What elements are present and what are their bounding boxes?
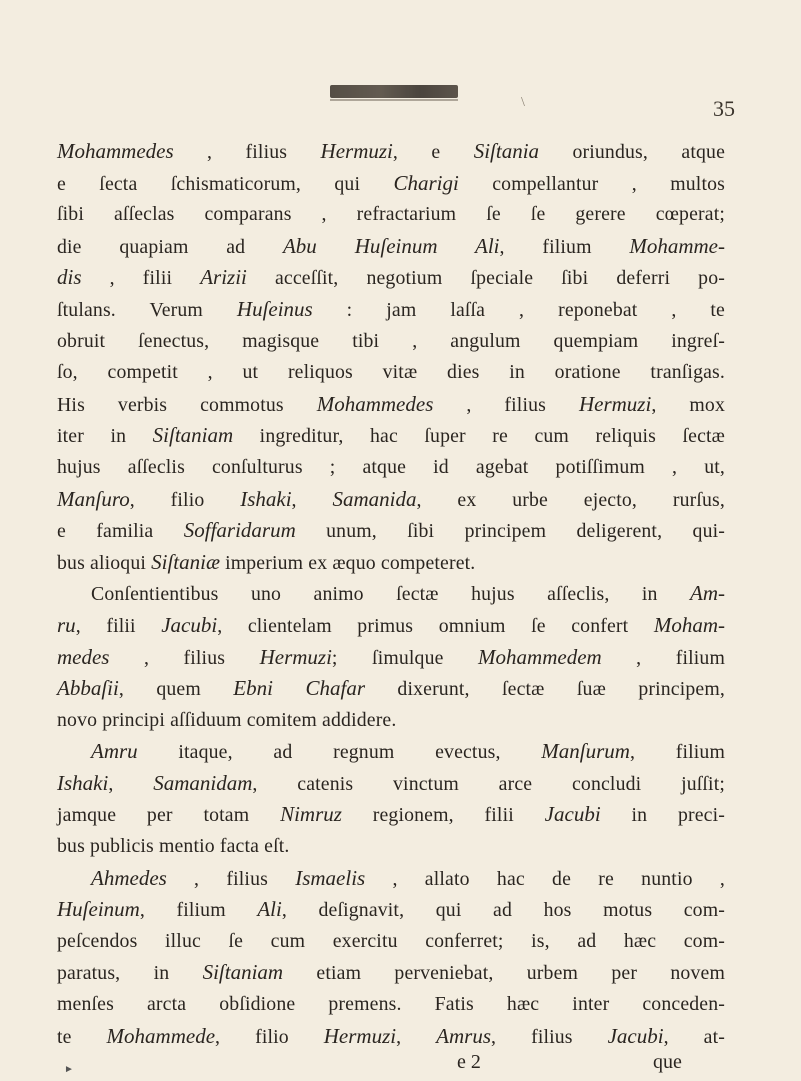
text-run: die quapiam ad [57,235,283,258]
text-line [57,420,725,452]
italic-name: Manſuro [57,486,130,511]
text-line [57,736,725,768]
text-line [57,642,725,674]
text-line [57,389,725,421]
text-line [57,705,725,737]
italic-name: Ismaelis [295,865,366,890]
text-run: , e [392,141,474,163]
text-run: jamque per totam [57,804,281,827]
text-line [57,136,725,168]
text-run: , filium [629,741,726,764]
page-number: 35 [713,96,735,121]
text-run: ; ſimulque [331,646,479,669]
text-line [57,799,725,831]
italic-name: Amrus [436,1023,492,1048]
italic-name: Ebni Chafar [233,676,366,701]
italic-name: Samanidam [153,770,253,795]
italic-name: Mohammede [106,1023,216,1048]
text-run: bus publicis mentio facta eſt. [57,835,290,858]
text-run: , [396,1025,437,1048]
text-line [57,168,725,200]
italic-name: Moham- [653,612,725,637]
text-run: , at- [663,1025,725,1048]
italic-name: Siſtaniam [152,423,234,448]
italic-name: Charigi [393,170,459,195]
italic-name: Ishaki [57,770,109,795]
text-run: compellantur , multos [458,172,725,195]
catchword: que [653,1051,682,1073]
text-run: ſtulans. Verum [57,298,237,321]
text-run: , filium [499,235,630,258]
text-run: , filio [215,1025,324,1048]
italic-name: Jacubi [161,612,218,637]
italic-name: Manſurum [541,739,630,764]
text-run: , filius [109,646,260,669]
italic-name: Siſtaniæ [151,549,220,574]
text-line [57,452,725,484]
text-run: ingreditur, hac ſuper re cum reliquis ſectæ [233,425,725,448]
text-run: e ſecta ſchismaticorum, qui [57,172,394,195]
text-run: ſibi aſſeclas comparans , refractarium ſe ſe gerere cœperat; [57,203,725,226]
text-line [57,262,725,294]
text-run: e familia [57,520,184,543]
text-run: dixerunt, ſectæ ſuæ principem, [365,678,725,701]
italic-name: Huſeinum [57,897,140,922]
text-run: , filius [491,1025,608,1048]
body-text [57,136,725,1052]
italic-name: ru [57,612,76,637]
text-run: itaque, ad regnum evectus, [137,741,542,764]
italic-name: Abbaſii [57,676,119,701]
text-run: , deſignavit, qui ad hos motus com- [281,899,725,922]
italic-name: Am- [690,581,725,606]
margin-arrow-icon: ► [64,1064,74,1075]
text-run: oriundus, atque [539,141,725,163]
text-line [57,199,725,231]
text-run: , filius [173,141,321,163]
italic-name: Jacubi [607,1023,664,1048]
italic-name: Jacubi [544,802,601,827]
italic-name: Arizii [200,265,247,290]
italic-name: Abu Huſeinum Ali [282,233,500,258]
text-line [57,673,725,705]
italic-name: Hermuzi [320,139,393,163]
italic-name: Samanida [332,486,417,511]
text-run: , ex urbe ejecto, rurſus, [416,488,725,511]
text-run: , mox [651,393,726,416]
text-run: paratus, in [57,962,203,985]
text-run: , filii [75,614,162,637]
text-run: obruit ſenectus, magisque tibi , angulum quempiam ingreſ- [57,329,725,352]
text-line [57,989,725,1021]
text-run: acceſſit, negotium ſpeciale ſibi deferri po- [246,267,725,290]
text-run: etiam perveniebat, urbem per novem [283,962,725,985]
text-line [57,894,725,926]
text-line [57,231,725,263]
signature-mark: e 2 [457,1051,481,1073]
text-run: , filius [166,867,296,890]
italic-name: Soffaridarum [183,518,296,543]
italic-name: Amru [91,739,138,764]
text-run: peſcendos illuc ſe cum exercitu conferret; is, ad hæc com- [57,929,725,952]
text-line [57,768,725,800]
text-run: , filio [129,488,241,511]
text-run: , filium [139,899,258,922]
italic-name: medes [57,644,110,669]
text-line [57,484,725,516]
italic-name: dis [57,265,82,290]
italic-name: Nimruz [280,802,342,827]
text-run: regionem, filii [341,804,545,827]
text-line [57,515,725,547]
italic-name: Mohammedes [57,139,174,163]
text-run: ſo, competit , ut reliquos vitæ dies in oratione tranſigas. [57,361,725,384]
text-run: , catenis vinctum arce concludi juſſit; [252,772,725,795]
text-line [57,578,725,610]
text-line [57,610,725,642]
italic-name: Ali [257,897,282,922]
text-run: menſes arcta obſidione premens. Fatis hæc inter conceden- [57,993,725,1016]
text-run: imperium ex æquo competeret. [219,551,476,574]
text-line [57,957,725,989]
text-run: unum, ſibi principem deligerent, qui- [295,520,725,543]
italic-name: Siſtania [473,139,540,163]
text-line [57,831,725,863]
text-run: hujus aſſeclis conſulturus ; atque id agebat potiſſimum , ut, [57,455,725,478]
text-line [57,547,725,579]
italic-name: Ahmedes [91,865,167,890]
italic-name: Mohammedes [316,391,434,416]
text-run: iter in [57,425,153,448]
text-line [57,926,725,958]
margin-mark: \ [521,95,525,110]
text-run: : jam laſſa , reponebat , te [312,298,725,321]
text-run: novo principi aſſiduum comitem addidere. [57,708,397,731]
italic-name: Hermuzi [578,391,652,416]
text-run: , [108,772,154,795]
text-run: bus alioqui [57,551,152,574]
italic-name: Hermuzi [323,1023,397,1048]
text-run: Conſentientibus uno animo ſectæ hujus aſſeclis, in [91,583,690,606]
text-run: , [291,488,333,511]
italic-name: Siſtaniam [202,960,284,985]
italic-name: Mohamme- [629,233,725,258]
text-run: , filii [81,267,201,290]
italic-name: Hermuzi [259,644,332,669]
text-run: , clientelam primus omnium ſe confert [217,614,654,637]
text-run: in preci- [600,804,725,827]
text-line [57,863,725,895]
text-run: , filius [433,393,579,416]
text-line [57,357,725,389]
text-run: , filium [601,646,725,669]
italic-name: Ishaki [240,486,292,511]
text-run: te [57,1025,107,1048]
text-line [57,326,725,358]
text-run: , quem [118,678,234,701]
header-ornament [330,85,458,98]
text-run: , allato hac de re nuntio , [365,867,725,890]
italic-name: Huſeinus [236,296,313,321]
italic-name: Mohammedem [478,644,602,669]
text-run: His verbis commotus [57,393,317,416]
text-line [57,294,725,326]
text-line [57,1021,725,1053]
